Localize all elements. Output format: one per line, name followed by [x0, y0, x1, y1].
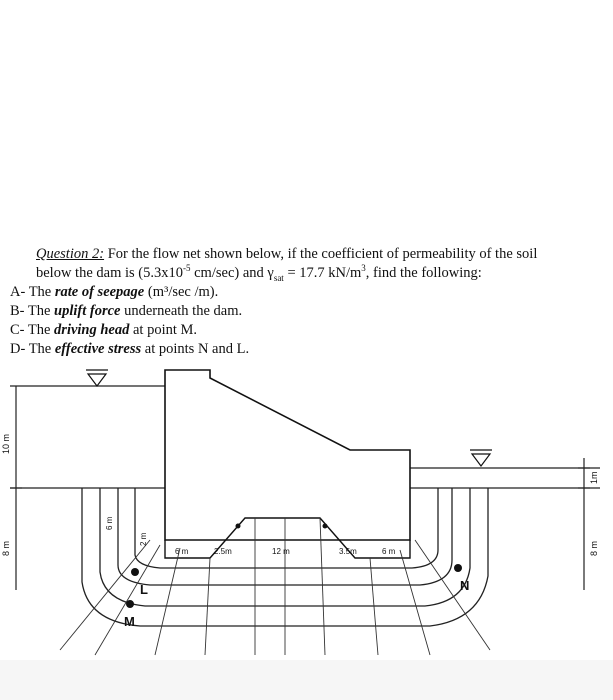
part-a-letter: A-: [10, 284, 26, 300]
part-b-post: underneath the dam.: [120, 303, 243, 319]
question-intro-2b: cm/sec) and γ: [190, 265, 274, 281]
question-intro-2a: below the dam is (5.3x10: [36, 265, 183, 281]
base-node-2: [323, 524, 328, 529]
part-c: [10, 322, 197, 339]
point-n-label: N: [460, 578, 470, 593]
downstream-water-symbol: [472, 454, 490, 466]
dim-6m: 6 m: [105, 516, 114, 530]
part-c-emphasis: driving head: [54, 322, 130, 338]
dim-2m: 2 m: [139, 532, 148, 546]
part-b-emphasis: uplift force: [54, 303, 121, 319]
part-d-post: at points N and L.: [141, 341, 250, 357]
bottom-dim-4: 3.5m: [339, 547, 357, 556]
flow-net-figure: [0, 350, 613, 660]
point-m-marker: [126, 600, 134, 608]
bottom-dim-3: 12 m: [272, 547, 290, 556]
dim-left-bottom: 8 m: [1, 540, 11, 556]
equipotential-3: [155, 548, 180, 655]
base-node-1: [236, 524, 241, 529]
part-c-post: at point M.: [129, 322, 198, 338]
part-d-pre: The: [28, 341, 55, 357]
upstream-water-symbol: [88, 374, 106, 386]
point-l-label: L: [140, 582, 148, 597]
dam-body: [165, 370, 410, 540]
part-a: [10, 284, 218, 301]
dim-right-top: 1m: [589, 471, 599, 484]
part-d-emphasis: effective stress: [54, 341, 142, 357]
part-b-letter: B-: [10, 303, 25, 319]
bottom-dim-2: 2.5m: [214, 547, 232, 556]
question-intro-2d: , find the following:: [365, 265, 482, 281]
dim-right-bottom: 8 m: [589, 540, 599, 556]
part-c-pre: The: [27, 322, 55, 338]
equipotential-1: [60, 540, 150, 650]
gamma-subscript: sat: [273, 272, 284, 283]
page-bottom-band: [0, 660, 613, 700]
dim-left-top: 10 m: [1, 433, 11, 454]
question-title: Question 2:: [36, 246, 105, 262]
part-a-post: (m³/sec /m).: [144, 284, 219, 300]
question-intro-1: For the flow net shown below, if the coefficient of permeability of the soil: [107, 246, 538, 262]
part-a-emphasis: rate of seepage: [54, 284, 145, 300]
question-intro-2c: = 17.7 kN/m: [283, 265, 362, 281]
point-l-marker: [131, 568, 139, 576]
part-c-letter: C-: [10, 322, 25, 338]
part-d-letter: D-: [10, 341, 26, 357]
equipotential-2: [95, 545, 160, 655]
part-b: [10, 303, 242, 320]
question-line-2: [36, 265, 482, 282]
question-line-1: [36, 246, 537, 263]
permeability-exponent: -5: [183, 263, 191, 274]
point-n-marker: [454, 564, 462, 572]
unit-exponent: 3: [361, 263, 366, 274]
point-m-label: M: [124, 614, 135, 629]
part-b-pre: The: [27, 303, 55, 319]
bottom-dim-1: 6 m: [175, 547, 189, 556]
part-a-pre: The: [28, 284, 55, 300]
bottom-dim-5: 6 m: [382, 547, 396, 556]
